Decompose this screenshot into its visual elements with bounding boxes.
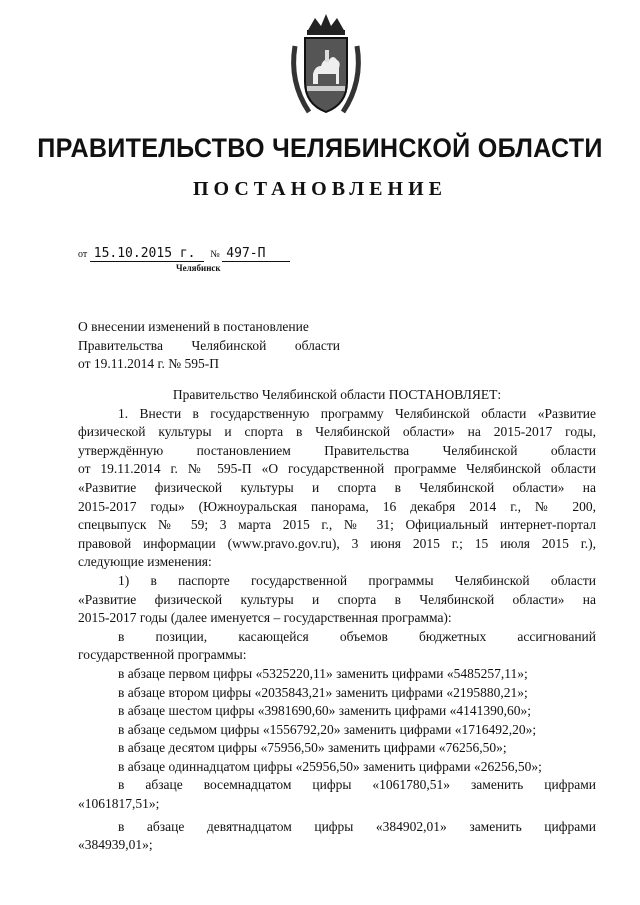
coat-of-arms-emblem bbox=[285, 12, 367, 122]
list-item: в абзаце шестом цифры «3981690,60» заменить цифрами «4141390,60»; bbox=[118, 703, 531, 719]
paragraph-line: 1) в паспорте государственной программы Челябинской области bbox=[118, 572, 596, 588]
paragraph-line: спецвыпуск № 59; 3 марта 2015 г., № 31; Официальный интернет-портал bbox=[78, 517, 596, 533]
document-date: 15.10.2015 г. bbox=[90, 246, 204, 262]
document-subject bbox=[78, 318, 340, 374]
paragraph-line: 2015-2017 годы» (Южноуральская панорама, 16 декабря 2014 г., № 200, bbox=[78, 498, 596, 514]
document-body bbox=[78, 386, 596, 855]
paragraph-line: правовой информации (www.pravo.gov.ru), 3 июня 2015 г.; 15 июля 2015 г.), bbox=[78, 535, 596, 551]
list-item-continuation: «1061817,51»; bbox=[78, 796, 160, 812]
document-meta bbox=[78, 246, 290, 262]
list-item: в абзаце одиннадцатом цифры «25956,50» заменить цифрами «26256,50»; bbox=[118, 758, 542, 774]
paragraph-line: утверждённую постановлением Правительства Челябинской области bbox=[78, 442, 596, 458]
paragraph-line: в позиции, касающейся объемов бюджетных ассигнований bbox=[118, 628, 596, 644]
paragraph-line: физической культуры и спорта в Челябинской области» на 2015-2017 годы, bbox=[78, 424, 596, 440]
paragraph-line: следующие изменения: bbox=[78, 554, 212, 570]
paragraph-line: 2015-2017 годы (далее именуется – государственная программа): bbox=[78, 610, 452, 626]
list-item: в абзаце восемнадцатом цифры «1061780,51» заменить цифрами bbox=[118, 777, 596, 793]
paragraph-line: «Развитие физической культуры и спорта в Челябинской области» на bbox=[78, 591, 596, 607]
subject-line: от 19.11.2014 г. № 595-П bbox=[78, 356, 219, 371]
government-title: ПРАВИТЕЛЬСТВО ЧЕЛЯБИНСКОЙ ОБЛАСТИ bbox=[37, 133, 603, 163]
preamble: Правительство Челябинской области ПОСТАНОВЛЯЕТ: bbox=[172, 387, 502, 402]
number-label: № bbox=[210, 249, 220, 260]
list-item: в абзаце седьмом цифры «1556792,20» заменить цифрами «1716492,20»; bbox=[118, 721, 537, 737]
document-number: 497-П bbox=[222, 246, 290, 262]
list-item: в абзаце девятнадцатом цифры «384902,01» заменить цифрами bbox=[118, 818, 596, 834]
list-item: в абзаце десятом цифры «75956,50» заменить цифрами «76256,50»; bbox=[118, 740, 507, 756]
list-item: в абзаце втором цифры «2035843,21» заменить цифрами «2195880,21»; bbox=[118, 684, 528, 700]
paragraph-line: от 19.11.2014 г. № 595-П «О государственной программе Челябинской области bbox=[78, 461, 596, 477]
subject-line: Правительства Челябинской области bbox=[78, 337, 340, 353]
paragraph-line: «Развитие физической культуры и спорта в Челябинской области» на bbox=[78, 479, 596, 495]
paragraph-line: 1. Внести в государственную программу Челябинской области «Развитие bbox=[118, 405, 596, 421]
document-city: Челябинск bbox=[176, 263, 221, 273]
list-item: в абзаце первом цифры «5325220,11» заменить цифрами «5485257,11»; bbox=[118, 665, 528, 681]
paragraph-line: государственной программы: bbox=[78, 647, 247, 663]
list-item-continuation: «384939,01»; bbox=[78, 837, 153, 853]
date-label: от bbox=[78, 249, 88, 260]
subject-line: О внесении изменений в постановление bbox=[78, 319, 309, 334]
document-type: ПОСТАНОВЛЕНИЕ bbox=[193, 178, 447, 200]
